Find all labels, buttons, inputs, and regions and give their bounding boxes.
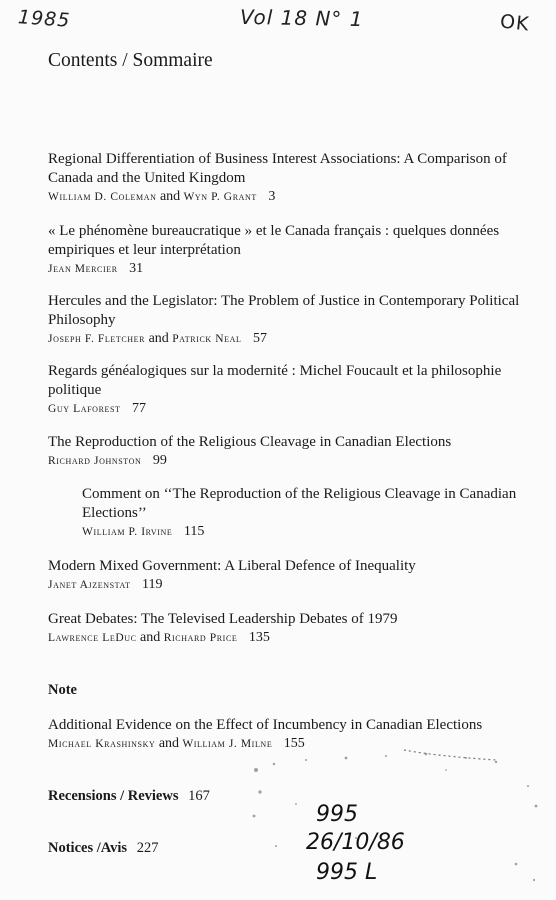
author-conjunction: and [158, 736, 180, 751]
author-name: Richard Johnston [48, 455, 142, 467]
handwritten-check: OK [498, 10, 531, 36]
author-name: William P. Irvine [82, 526, 173, 538]
page-title: Contents / Sommaire [48, 50, 213, 71]
toc-entry [48, 610, 538, 647]
entry-authors [48, 188, 538, 206]
toc-entry [48, 150, 538, 206]
stamp-handwriting: 995 [316, 802, 358, 827]
author-name: Jean Mercier [48, 263, 118, 275]
reviews-label: Recensions / Reviews [48, 788, 179, 804]
page-number: 77 [132, 401, 147, 416]
entry-title: Hercules and the Legislator: The Problem of Justice in Contemporary Political Philosophy [48, 293, 520, 328]
reviews-section [48, 788, 210, 805]
entry-title: Comment on ‘‘The Reproduction of the Religious Cleavage in Canadian Elections’’ [82, 486, 517, 521]
stamp-handwriting: 995 L [316, 860, 378, 885]
entry-title: Great Debates: The Televised Leadership Debates of 1979 [48, 611, 398, 627]
notices-section [48, 840, 158, 857]
entry-authors [48, 629, 538, 647]
entry-title: Additional Evidence on the Effect of Incumbency in Canadian Elections [48, 717, 483, 733]
entry-authors [48, 452, 538, 470]
author-name: Janet Ajzenstat [48, 579, 131, 591]
author-conjunction: and [159, 189, 181, 204]
toc-entry [48, 222, 538, 278]
note-heading: Note [48, 682, 77, 698]
entry-authors [82, 523, 522, 541]
author-name: Richard Price [163, 632, 238, 644]
entry-authors [48, 260, 538, 278]
stamp-handwriting: 26/10/86 [306, 830, 405, 855]
entry-authors [48, 330, 538, 348]
toc-entry [48, 557, 538, 594]
entry-title: The Reproduction of the Religious Cleavage in Canadian Elections [48, 434, 452, 450]
library-stamp [236, 746, 554, 896]
author-name: Lawrence LeDuc [48, 632, 137, 644]
author-name: Michael Krashinsky [48, 738, 156, 750]
author-conjunction: and [148, 331, 169, 346]
page-number: 99 [152, 453, 167, 468]
page-number: 31 [129, 261, 144, 276]
entry-title: Regards généalogiques sur la modernité : Michel Foucault et la philosophie politique [48, 363, 502, 398]
author-name: Wyn P. Grant [183, 191, 257, 203]
toc-entry [48, 292, 538, 348]
handwritten-volume: Vol 18 N° 1 [239, 4, 364, 32]
page-number: 155 [283, 736, 305, 751]
entry-authors [48, 576, 538, 594]
entry-title: Regional Differentiation of Business Interest Associations: A Comparison of Canada and the United Kingdom [48, 151, 507, 186]
entry-authors [48, 400, 538, 418]
author-name: William J. Milne [182, 738, 273, 750]
toc-entry-comment [82, 485, 522, 541]
page-number: 135 [248, 630, 270, 645]
page-number: 57 [253, 331, 267, 346]
author-name: Joseph F. Fletcher [48, 333, 146, 345]
author-name: William D. Coleman [48, 191, 157, 203]
page-number: 119 [141, 577, 163, 592]
entry-title: Modern Mixed Government: A Liberal Defence of Inequality [48, 558, 416, 574]
toc-entry [48, 433, 538, 470]
author-conjunction: and [140, 630, 161, 645]
handwritten-year: 1985 [17, 6, 72, 32]
page-number: 167 [188, 788, 210, 804]
stamp-speckle [236, 746, 554, 896]
author-name: Patrick Neal [172, 333, 242, 345]
page-number: 227 [136, 840, 159, 856]
entry-title: « Le phénomène bureaucratique » et le Canada français : quelques données empiriques et leur interprétation [48, 223, 500, 258]
page-number: 3 [268, 189, 276, 204]
page-number: 115 [183, 524, 205, 539]
notices-label: Notices /Avis [48, 840, 128, 856]
author-name: Guy Laforest [48, 403, 121, 415]
toc-entry [48, 362, 538, 418]
